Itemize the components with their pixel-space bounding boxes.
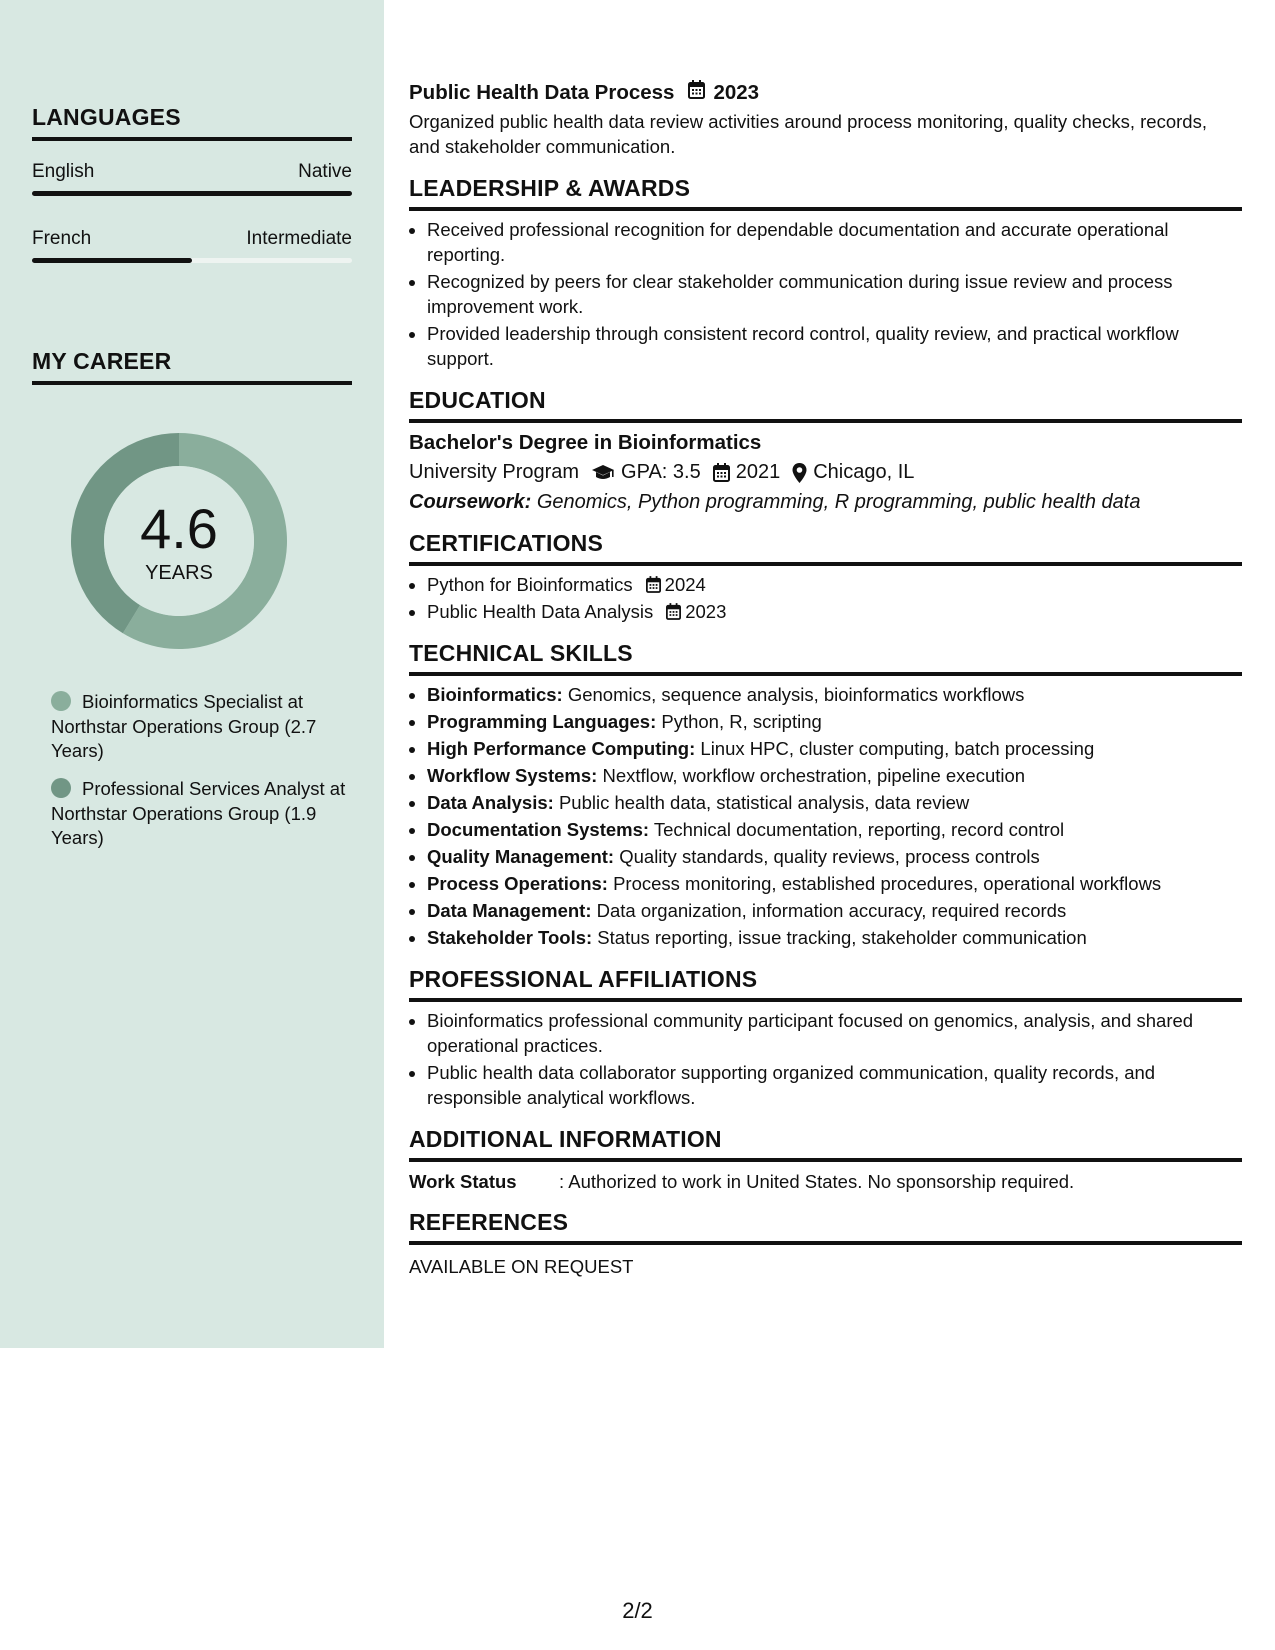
skill-item <box>427 736 1242 761</box>
skill-label: Data Management: <box>427 900 592 921</box>
career-legend-label: Bioinformatics Specialist at Northstar Operations Group (2.7 Years) <box>51 691 317 761</box>
skill-text: Python, R, scripting <box>661 711 822 732</box>
career-donut-chart <box>66 428 292 654</box>
education-heading: EDUCATION <box>409 387 1242 423</box>
affiliations-list <box>409 1008 1242 1110</box>
language-name: English <box>32 161 95 182</box>
career-legend-item <box>51 777 351 851</box>
graduation-year: 2021 <box>735 461 781 483</box>
language-item <box>32 228 352 263</box>
project-title: Public Health Data Process <box>409 80 675 104</box>
work-status-label: Work Status <box>409 1171 517 1192</box>
location-pin-icon <box>792 463 807 483</box>
references-text: AVAILABLE ON REQUEST <box>409 1256 634 1277</box>
main-content <box>409 80 1242 1278</box>
skill-item <box>427 898 1242 923</box>
language-level: Native <box>298 161 352 182</box>
gpa: GPA: 3.5 <box>621 461 701 483</box>
skill-label: Workflow Systems: <box>427 765 598 786</box>
additional-info-heading: ADDITIONAL INFORMATION <box>409 1126 1242 1162</box>
skill-text: Linux HPC, cluster computing, batch processing <box>700 738 1095 759</box>
skill-item <box>427 871 1242 896</box>
coursework-text: Genomics, Python programming, R programming, public health data <box>536 491 1141 513</box>
certifications-list <box>409 572 1242 624</box>
career-section <box>32 348 352 385</box>
language-item <box>32 161 352 196</box>
skill-label: Stakeholder Tools: <box>427 927 593 948</box>
calendar-icon <box>688 80 705 105</box>
certification-item <box>427 572 1242 597</box>
degree-title: Bachelor's Degree in Bioinformatics <box>409 431 762 454</box>
career-total-years: 4.6 <box>140 497 218 560</box>
institution: University Program <box>409 461 580 483</box>
skill-item <box>427 925 1242 950</box>
graduation-cap-icon <box>591 464 615 482</box>
language-proficiency-bar <box>32 258 352 263</box>
skill-item <box>427 682 1242 707</box>
certification-name: • Public Health Data Analysis <box>427 601 654 622</box>
leadership-list <box>409 217 1242 371</box>
calendar-icon <box>666 603 681 620</box>
career-years-unit: YEARS <box>145 562 213 584</box>
languages-section <box>32 104 352 263</box>
language-level: Intermediate <box>246 228 352 249</box>
skill-text: Status reporting, issue tracking, stakeholder communication <box>597 927 1087 948</box>
list-item: • Received professional recognition for dependable documentation and accurate operational reporting. <box>427 217 1242 267</box>
language-proficiency-fill <box>32 258 192 263</box>
project-entry <box>409 80 1242 159</box>
skills-list <box>409 682 1242 950</box>
coursework <box>409 491 1242 514</box>
affiliations-heading: PROFESSIONAL AFFILIATIONS <box>409 966 1242 1002</box>
career-heading: MY CAREER <box>32 348 352 385</box>
language-proficiency-bar <box>32 191 352 196</box>
skill-item <box>427 844 1242 869</box>
career-legend-label: Professional Services Analyst at Northstar Operations Group (1.9 Years) <box>51 778 346 848</box>
skill-label: Quality Management: <box>427 846 615 867</box>
certification-year: 2023 <box>685 601 727 622</box>
languages-heading: LANGUAGES <box>32 104 352 141</box>
skill-item <box>427 817 1242 842</box>
work-status-value: : Authorized to work in United States. No sponsorship required. <box>559 1171 1075 1192</box>
legend-dot <box>51 691 71 711</box>
skill-text: Process monitoring, established procedures, operational workflows <box>613 873 1162 894</box>
list-item: • Public health data collaborator supporting organized communication, quality records, and responsible analytical workflows. <box>427 1060 1242 1110</box>
education-details <box>409 461 1242 484</box>
skill-text: Quality standards, quality reviews, process controls <box>619 846 1040 867</box>
skill-item <box>427 790 1242 815</box>
list-item: • Bioinformatics professional community participant focused on genomics, analysis, and shared operational practices. <box>427 1008 1242 1058</box>
skill-label: High Performance Computing: <box>427 738 696 759</box>
career-legend-item <box>51 690 351 764</box>
work-status-row <box>409 1171 1242 1193</box>
certifications-heading: CERTIFICATIONS <box>409 530 1242 566</box>
technical-skills-heading: TECHNICAL SKILLS <box>409 640 1242 676</box>
skill-label: Programming Languages: <box>427 711 657 732</box>
sidebar <box>0 0 384 1348</box>
list-item: • Recognized by peers for clear stakeholder communication during issue review and process improvement work. <box>427 269 1242 319</box>
coursework-label: Coursework: <box>409 491 532 513</box>
references-heading: REFERENCES <box>409 1209 1242 1245</box>
leadership-heading: LEADERSHIP & AWARDS <box>409 175 1242 211</box>
skill-text: Technical documentation, reporting, record control <box>653 819 1065 840</box>
list-item: • Provided leadership through consistent record control, quality review, and practical workflow support. <box>427 321 1242 371</box>
project-description: Organized public health data review activities around process monitoring, quality checks, records, and stakeholder communication. <box>409 111 1207 157</box>
skill-label: Bioinformatics: <box>427 684 563 705</box>
language-name: French <box>32 228 92 249</box>
legend-dot <box>51 778 71 798</box>
skill-text: Nextflow, workflow orchestration, pipeline execution <box>602 765 1026 786</box>
certification-year: 2024 <box>664 574 706 595</box>
skill-item <box>427 763 1242 788</box>
education-location: Chicago, IL <box>813 461 915 483</box>
skill-text: Genomics, sequence analysis, bioinformatics workflows <box>567 684 1025 705</box>
skill-text: Public health data, statistical analysis, data review <box>558 792 970 813</box>
skill-label: Process Operations: <box>427 873 608 894</box>
page-number: 2/2 <box>622 1598 653 1623</box>
skill-text: Data organization, information accuracy, required records <box>596 900 1067 921</box>
calendar-icon <box>646 576 661 593</box>
skill-item <box>427 709 1242 734</box>
skill-label: Documentation Systems: <box>427 819 650 840</box>
certification-name: • Python for Bioinformatics <box>427 574 633 595</box>
language-proficiency-fill <box>32 191 352 196</box>
certification-item <box>427 599 1242 624</box>
project-year: 2023 <box>713 80 760 104</box>
skill-label: Data Analysis: <box>427 792 554 813</box>
calendar-icon <box>713 463 730 482</box>
